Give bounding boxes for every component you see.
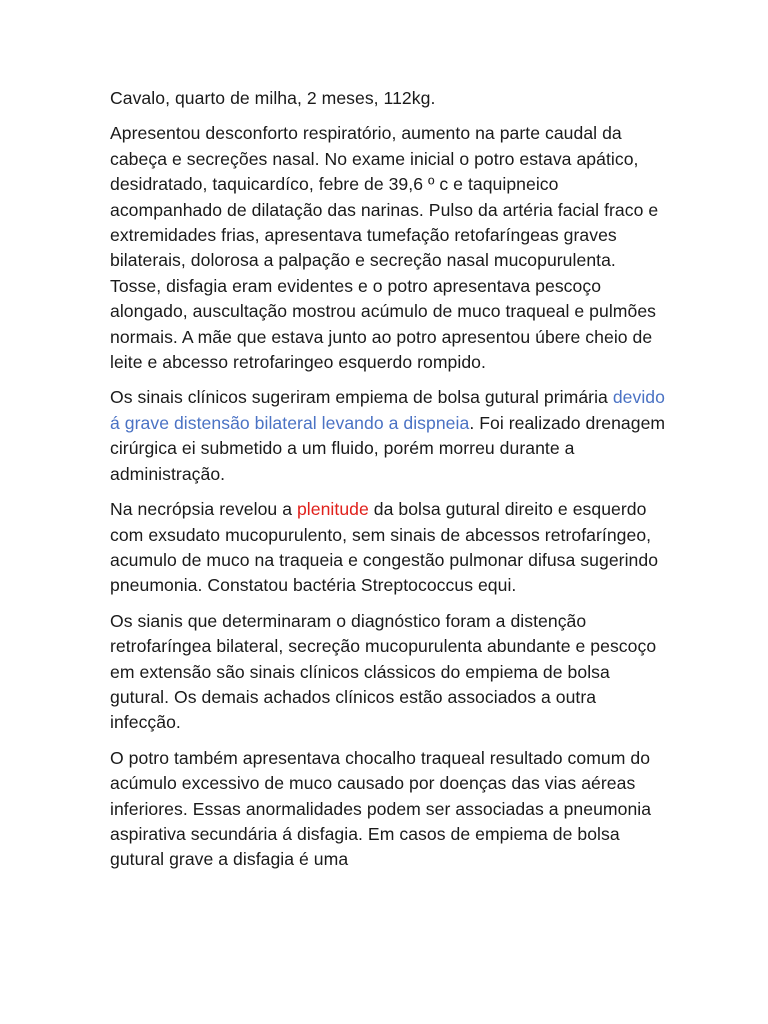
paragraph-clinical-signs bbox=[110, 385, 670, 487]
intro-text: Cavalo, quarto de milha, 2 meses, 112kg. bbox=[110, 88, 436, 108]
tracheal-text: O potro também apresentava chocalho traqueal resultado comum do acúmulo excessivo de muco causado por doenças das vias aéreas inferiores. Essas anormalidades podem ser associadas a pneumonia aspirativa secundária á disfagia. Em casos de empiema de bolsa gutural grave a disfagia é uma bbox=[110, 747, 652, 870]
necropsy-highlight: plenitude bbox=[296, 499, 369, 520]
history-text: Apresentou desconforto respiratório, aumento na parte caudal da cabeça e secreções nasal. No exame inicial o potro estava apático, desidratado, taquicardíco, febre de 39,6 º c e taquipneico acompanhado de dilatação das narinas. Pulso da artéria facial fraco e extremidades frias, apresentava tumefação retofaríngeas graves bilaterais, dolorosa a palpação e secreção nasal mucopurulenta. Tosse, disfagia eram evidentes e o potro apresentava pescoço alongado, auscultação mostrou acúmulo de muco traqueal e pulmões normais. A mãe que estava junto ao potro apresentou úbere cheio de leite e abcesso retrofaringeo esquerdo rompido. bbox=[110, 123, 659, 373]
clinical-signs-text-end: . Foi realizado drenagem cirúrgica ei submetido a um fluido, porém morreu durante a administração. bbox=[110, 412, 666, 484]
necropsy-text-end: da bolsa gutural direito e esquerdo com exsudato mucopurulento, sem sinais de abcessos retrofaríngeo, acumulo de muco na traqueia e congestão pulmonar difusa sugerindo pneumonia. Constatou bactéria Streptococcus equi. bbox=[110, 499, 659, 596]
paragraph-necropsy bbox=[110, 497, 670, 599]
paragraph-tracheal bbox=[110, 746, 670, 873]
paragraph-diagnosis bbox=[110, 609, 670, 736]
document-page bbox=[110, 86, 670, 883]
necropsy-text: Na necrópsia revelou a bbox=[110, 499, 297, 520]
clinical-signs-highlight: devido á grave distensão bilateral levando a dispneia bbox=[110, 387, 665, 433]
paragraph-intro bbox=[110, 86, 670, 111]
clinical-signs-text: Os sinais clínicos sugeriram empiema de bolsa gutural primária bbox=[110, 387, 613, 408]
diagnosis-text: Os sianis que determinaram o diagnóstico foram a distenção retrofaríngea bilateral, secreção mucopurulenta abundante e pescoço em extensão são sinais clínicos clássicos do empiema de bolsa gutural. Os demais achados clínicos estão associados a outra infecção. bbox=[110, 610, 657, 733]
paragraph-history bbox=[110, 121, 670, 375]
